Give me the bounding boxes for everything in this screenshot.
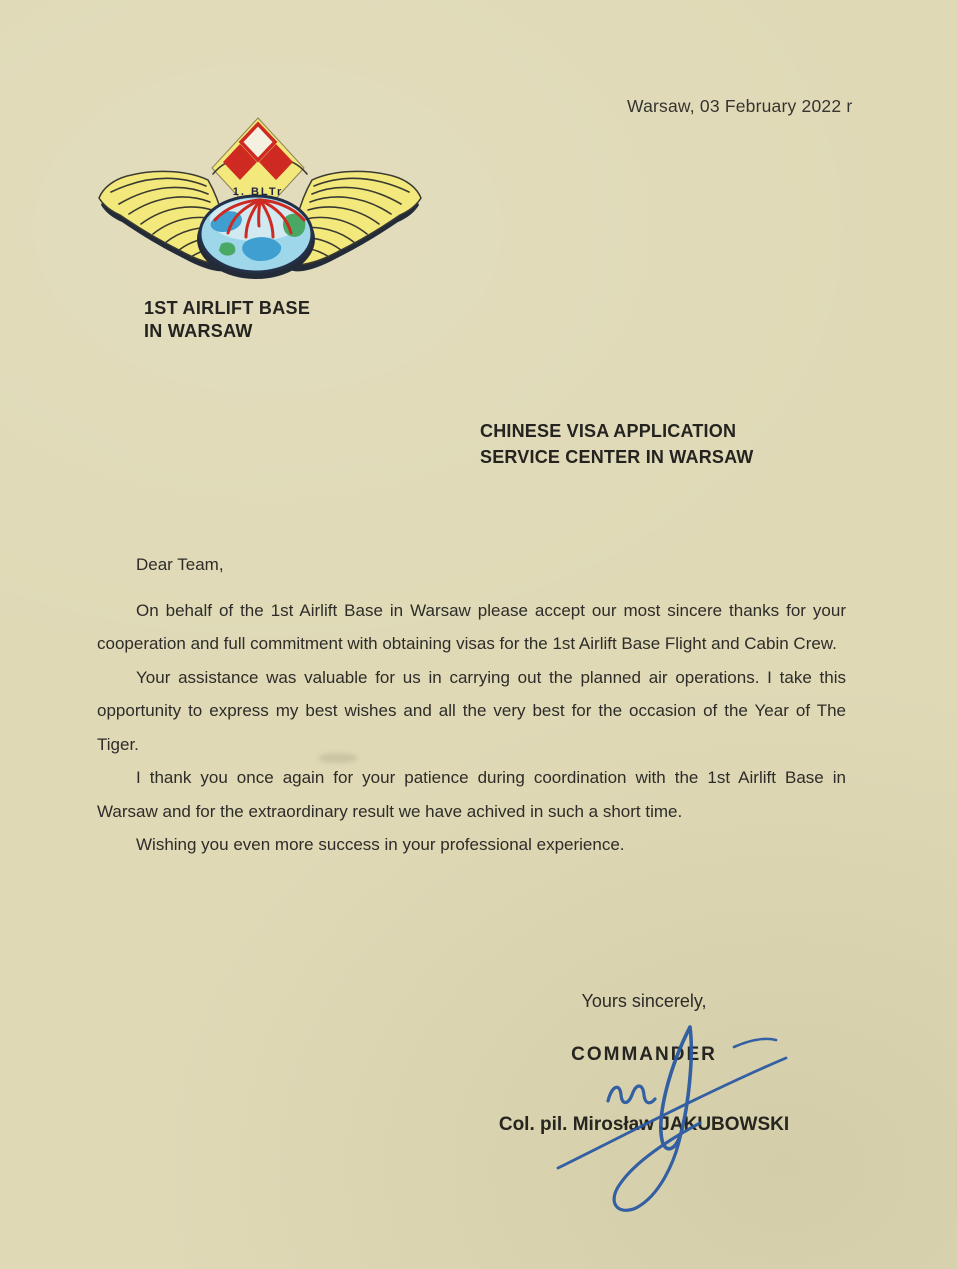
- signature-autograph: [538, 1013, 808, 1223]
- signer-name: Col. pil. Mirosław JAKUBOWSKI: [498, 1114, 790, 1135]
- body-paragraph: Wishing you even more success in your professional experience.: [136, 835, 625, 854]
- sender-line2: IN WARSAW: [144, 321, 253, 341]
- recipient-line1: CHINESE VISA APPLICATION: [480, 421, 737, 441]
- letter-body: [97, 548, 846, 862]
- valediction: Yours sincerely,: [581, 991, 707, 1011]
- signer-title: COMMANDER: [571, 1044, 717, 1065]
- body-paragraph: On behalf of the 1st Airlift Base in Warsaw please accept our most sincere thanks for your cooperation and full commitment with obtaining visas for the 1st Airlift Base Flight and Cabin Crew.: [97, 600, 846, 653]
- scan-smudge: [318, 753, 358, 763]
- unit-emblem: [95, 116, 425, 284]
- recipient-block: [480, 419, 754, 470]
- date-line: Warsaw, 03 February 2022 r: [627, 96, 853, 116]
- sender-line1: 1ST AIRLIFT BASE: [144, 298, 311, 318]
- salutation: Dear Team,: [136, 555, 224, 574]
- emblem-unit-label: 1. BLTr: [232, 186, 284, 198]
- sender-block: [144, 297, 310, 343]
- body-paragraph: Your assistance was valuable for us in carrying out the planned air operations. I take this opportunity to express my best wishes and all the very best for the occasion of the Year of The Tiger.: [97, 667, 846, 754]
- body-paragraph: I thank you once again for your patience during coordination with the 1st Airlift Base in Warsaw and for the extraordinary result we have achived in such a short time.: [97, 768, 846, 821]
- recipient-line2: SERVICE CENTER IN WARSAW: [480, 446, 754, 467]
